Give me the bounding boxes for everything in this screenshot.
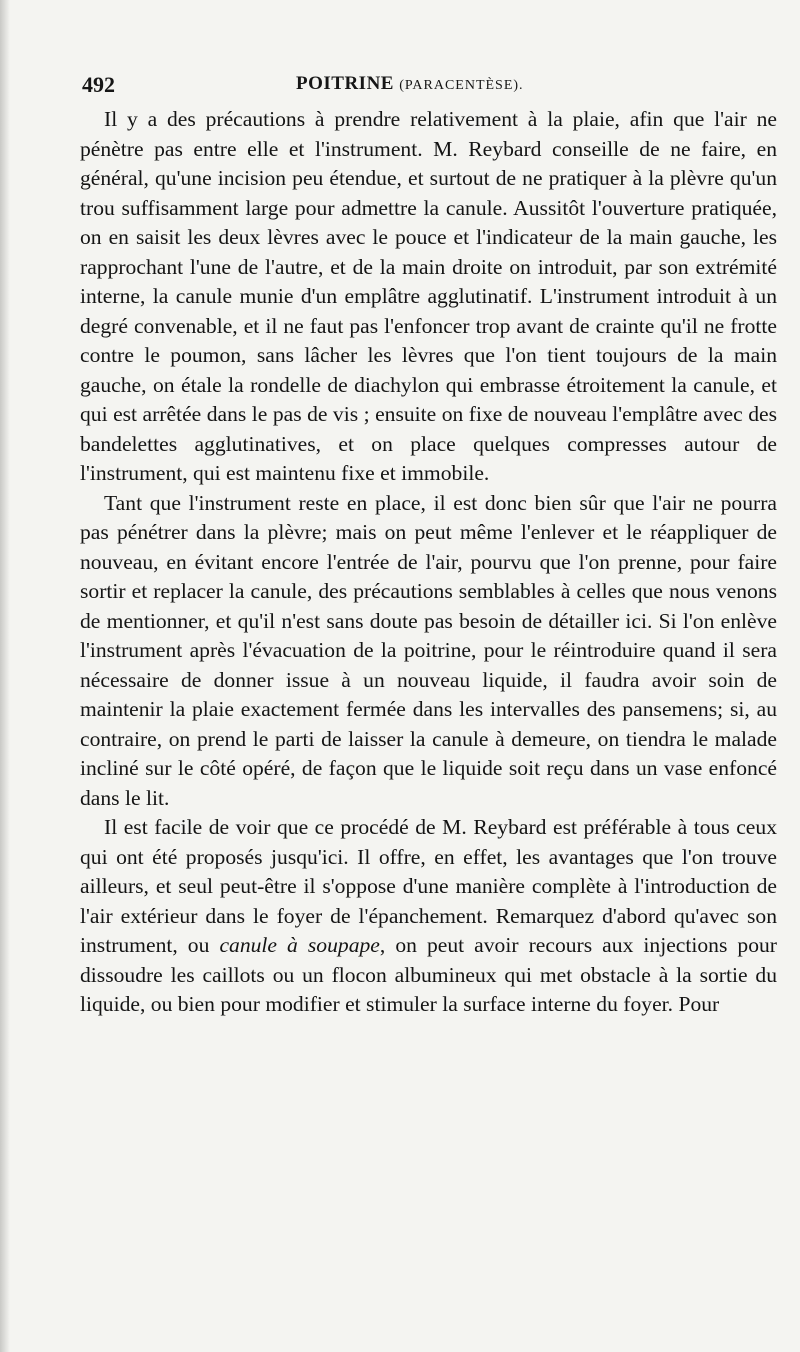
paragraph-text: Il y a des précautions à prendre relativement à la plaie, afin que l'air ne pénètre pas entre elle et l'instrument. M. Reybard conseille de ne faire, en général, qu'une incision peu étendue, et surtout de ne pratiquer à la plèvre qu'un trou suffisamment large pour admettre la canule. Aussitôt l'ouverture pratiquée, on en saisit les deux lèvres avec le pouce et l'indicateur de la main gauche, les rapprochant l'une de l'autre, et de la main droite on introduit, par son extrémité interne, la canule munie d'un emplâtre agglutinatif. L'instrument introduit à un degré convenable, et il ne faut pas l'enfoncer trop avant de crainte qu'il ne frotte contre le poumon, sans lâcher les lèvres que l'on tient toujours de la main gauche, on étale la rondelle de diachylon qui embrasse étroitement la canule, et qui est arrêtée dans le pas de vis ; ensuite on fixe de nouveau l'emplâtre avec des bandelettes agglutinatives, et on place quelques compresses autour de l'instrument, qui est maintenu fixe et immobile.: [80, 107, 777, 485]
page-header: [82, 72, 772, 102]
paragraph: [80, 813, 777, 1020]
italic-term: canule à soupape: [219, 933, 380, 957]
running-head-title: POITRINE: [296, 73, 394, 94]
paragraph-text: , on peut avoir recours aux injections pour dissoudre les caillots ou un flocon albumineux qui met obstacle à la sortie du liquide, ou bien pour modifier et stimuler la surface interne du foyer. Pour: [80, 933, 777, 1016]
paragraph-text: Tant que l'instrument reste en place, il est donc bien sûr que l'air ne pourra pas pénétrer dans la plèvre; mais on peut même l'enlever et le réappliquer de nouveau, en évitant encore l'entrée de l'air, pourvu que l'on prenne, pour faire sortir et replacer la canule, des précautions semblables à celles que nous venons de mentionner, et qu'il n'est sans doute pas besoin de détailler ici. Si l'on enlève l'instrument après l'évacuation de la poitrine, pour le réintroduire quand il sera nécessaire de donner issue à un nouveau liquide, il faudra avoir soin de maintenir la plaie exactement fermée dans les intervalles des pansemens; si, au contraire, on prend le parti de laisser la canule à demeure, on tiendra le malade incliné sur le côté opéré, de façon que le liquide soit reçu dans un vase enfoncé dans le lit.: [80, 490, 777, 810]
running-head-subtitle: (PARACENTÈSE).: [399, 78, 524, 93]
paragraph: [80, 489, 777, 814]
body-text: [80, 105, 777, 1020]
paragraph-text: Il est facile de voir que ce procédé de M. Reybard est préférable à tous ceux qui ont été proposés jusqu'ici. Il offre, en effet, les avantages que l'on trouve ailleurs, et seul peut-être il s'oppose d'une manière complète à l'introduction de l'air extérieur dans le foyer de l'épanchement. Remarquez d'abord qu'avec son instrument, ou: [80, 815, 777, 957]
page-number: 492: [82, 72, 115, 97]
paragraph: [80, 105, 777, 489]
running-head: [296, 73, 524, 95]
